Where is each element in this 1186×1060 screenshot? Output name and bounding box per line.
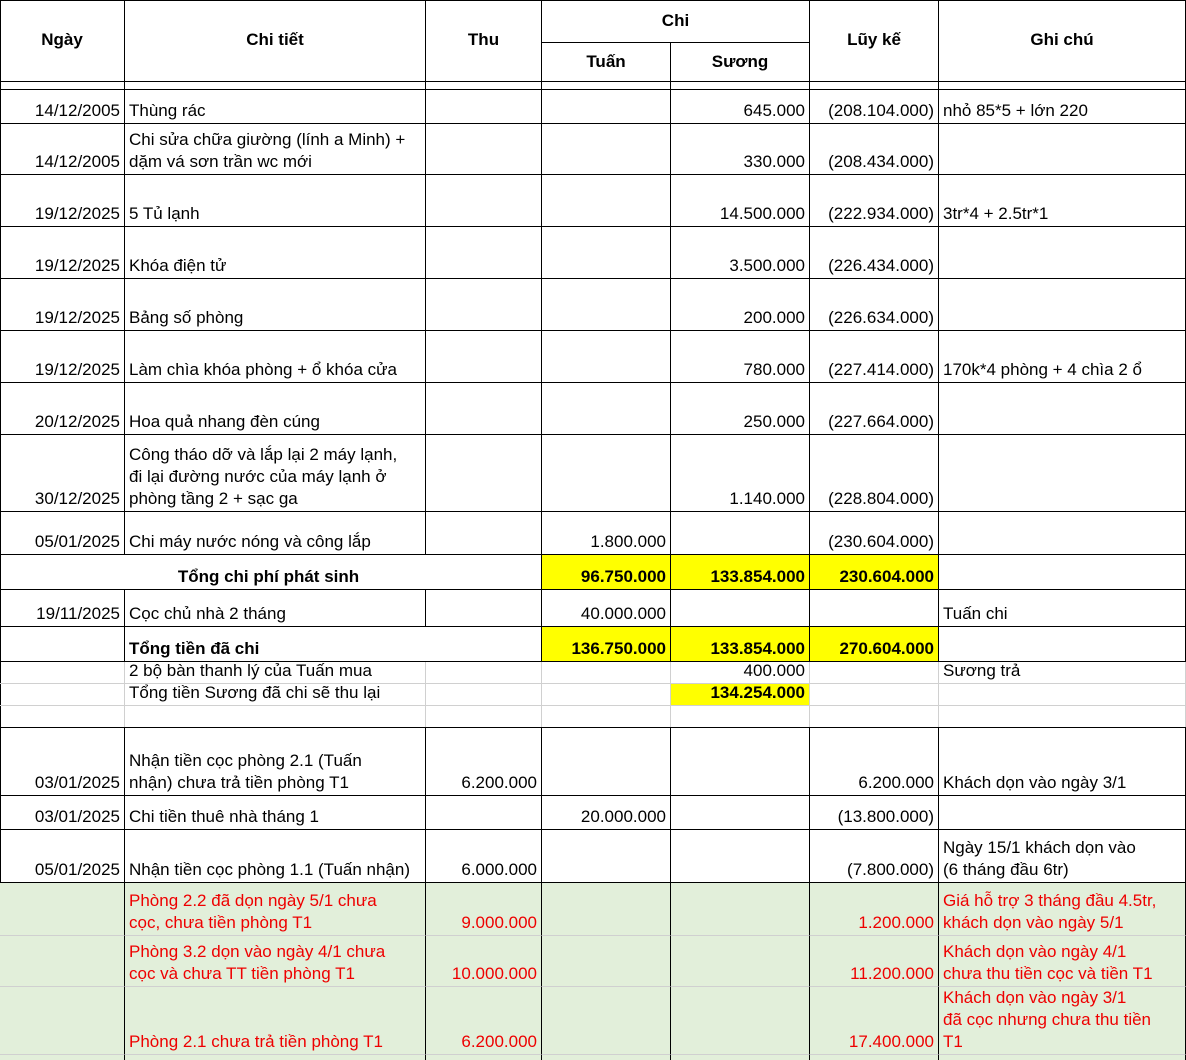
cell-ghi-chu[interactable]: 3tr*4 + 2.5tr*1 <box>939 175 1186 227</box>
cell-chi-tiet[interactable]: Phòng 3.2 dọn vào ngày 4/1 chưa cọc và chưa TT tiền phòng T1 <box>125 936 426 987</box>
cell-ngay[interactable]: 19/12/2025 <box>0 227 125 279</box>
cell-tuan[interactable] <box>542 124 671 175</box>
cell-ngay[interactable] <box>0 627 125 662</box>
cell-ngay[interactable]: 19/12/2025 <box>0 331 125 383</box>
cell-ghi-chu[interactable] <box>939 227 1186 279</box>
cell-ghi-chu[interactable]: 170k*4 phòng + 4 chìa 2 ổ <box>939 331 1186 383</box>
cell-chi-tiet[interactable]: 5 Tủ lạnh <box>125 175 426 227</box>
cell-tuan[interactable] <box>542 331 671 383</box>
cell-ghi-chu[interactable] <box>939 383 1186 435</box>
cell-suong[interactable]: 250.000 <box>671 383 810 435</box>
cell-chi-tiet[interactable]: Hoa quả nhang đèn cúng <box>125 383 426 435</box>
cell-thu[interactable] <box>426 383 542 435</box>
cell-suong[interactable]: 200.000 <box>671 279 810 331</box>
cell-suong[interactable] <box>671 728 810 796</box>
cell-ngay[interactable]: 30/12/2025 <box>0 435 125 512</box>
cell-thu[interactable]: 9.000.000 <box>426 883 542 936</box>
cell-ghi-chu[interactable] <box>939 627 1186 662</box>
cell-ghi-chu[interactable] <box>939 796 1186 830</box>
cell-suong[interactable] <box>671 796 810 830</box>
cell-partial[interactable] <box>671 82 810 90</box>
cell-thu[interactable] <box>426 684 542 706</box>
cell-thu[interactable] <box>426 662 542 684</box>
empty-cell[interactable] <box>939 706 1186 728</box>
cell-chi-tiet[interactable]: Công tháo dỡ và lắp lại 2 máy lạnh, đi lại đường nước của máy lạnh ở phòng tầng 2 + sạc ga <box>125 435 426 512</box>
cell-luy-ke[interactable]: (226.634.000) <box>810 279 939 331</box>
cell-suong[interactable] <box>671 512 810 555</box>
cell-partial[interactable] <box>0 82 125 90</box>
total-paid-tuan[interactable]: 136.750.000 <box>542 627 671 662</box>
cell-suong[interactable]: 400.000 <box>671 662 810 684</box>
header-suong[interactable]: Sương <box>671 43 810 82</box>
cell-ngay[interactable]: 14/12/2005 <box>0 124 125 175</box>
cell-tuan[interactable]: 20.000.000 <box>542 796 671 830</box>
total-label[interactable]: Tổng chi phí phát sinh <box>0 555 542 590</box>
cell-suong[interactable] <box>671 987 810 1055</box>
cell-chi-tiet[interactable]: 2 bộ bàn thanh lý của Tuấn mua <box>125 662 426 684</box>
cell-suong[interactable] <box>671 936 810 987</box>
cell-ghi-chu[interactable]: Khách dọn vào ngày 3/1 <box>939 728 1186 796</box>
cell-luy-ke[interactable]: 11.200.000 <box>810 936 939 987</box>
header-ngay[interactable]: Ngày <box>0 0 125 82</box>
cell-ghi-chu[interactable] <box>939 435 1186 512</box>
cell-chi-tiet[interactable]: Nhận tiền cọc phòng 2.1 (Tuấn nhận) chưa trả tiền phòng T1 <box>125 728 426 796</box>
cell-chi-tiet[interactable]: Cọc chủ nhà 2 tháng <box>125 590 426 627</box>
cell-chi-tiet[interactable]: Làm chìa khóa phòng + ổ khóa cửa <box>125 331 426 383</box>
cell-luy-ke[interactable]: (227.664.000) <box>810 383 939 435</box>
cell-ghi-chu[interactable] <box>939 684 1186 706</box>
total-luy-ke[interactable]: 230.604.000 <box>810 555 939 590</box>
header-chi-tiet[interactable]: Chi tiết <box>125 0 426 82</box>
cell-ghi-chu[interactable]: Giá hỗ trợ 3 tháng đầu 4.5tr, khách dọn vào ngày 5/1 <box>939 883 1186 936</box>
cell-thu[interactable] <box>426 279 542 331</box>
cell-tuan[interactable] <box>542 227 671 279</box>
cell-thu[interactable] <box>426 435 542 512</box>
cell-ghi-chu[interactable]: Ngày 15/1 khách dọn vào (6 tháng đầu 6tr) <box>939 830 1186 883</box>
cell-tuan[interactable] <box>542 435 671 512</box>
total-paid-label[interactable]: Tổng tiền đã chi <box>125 627 542 662</box>
cell-tuan[interactable] <box>542 175 671 227</box>
cell-luy-ke[interactable]: (226.434.000) <box>810 227 939 279</box>
cell-tuan[interactable] <box>542 936 671 987</box>
cell-thu[interactable] <box>426 124 542 175</box>
total-paid-luy-ke[interactable]: 270.604.000 <box>810 627 939 662</box>
cell-luy-ke[interactable]: (228.804.000) <box>810 435 939 512</box>
cell-partial[interactable] <box>810 82 939 90</box>
cell-suong[interactable] <box>671 590 810 627</box>
cell-ghi-chu[interactable]: Tuấn chi <box>939 590 1186 627</box>
cell-luy-ke[interactable]: (222.934.000) <box>810 175 939 227</box>
cell-thu[interactable]: 10.000.000 <box>426 936 542 987</box>
cell-chi-tiet[interactable]: Thùng rác <box>125 90 426 124</box>
cell-tuan[interactable] <box>542 883 671 936</box>
cell-ngay[interactable] <box>0 662 125 684</box>
cell-partial[interactable] <box>939 82 1186 90</box>
cell-tuan[interactable] <box>542 728 671 796</box>
empty-cell[interactable] <box>125 706 426 728</box>
cell-chi-tiet[interactable]: Chi máy nước nóng và công lắp <box>125 512 426 555</box>
cell-partial[interactable] <box>125 1055 426 1060</box>
cell-ngay[interactable]: 05/01/2025 <box>0 830 125 883</box>
cell-thu[interactable] <box>426 175 542 227</box>
cell-ngay[interactable]: 03/01/2025 <box>0 796 125 830</box>
cell-chi-tiet[interactable]: Bảng số phòng <box>125 279 426 331</box>
cell-ngay[interactable]: 20/12/2025 <box>0 383 125 435</box>
cell-chi-tiet[interactable]: Phòng 2.2 đã dọn ngày 5/1 chưa cọc, chưa tiền phòng T1 <box>125 883 426 936</box>
cell-tuan[interactable] <box>542 662 671 684</box>
cell-partial[interactable] <box>671 1055 810 1060</box>
header-tuan[interactable]: Tuấn <box>542 43 671 82</box>
cell-ngay[interactable] <box>0 987 125 1055</box>
cell-partial[interactable] <box>939 1055 1186 1060</box>
cell-partial[interactable] <box>125 82 426 90</box>
cell-ngay[interactable]: 14/12/2005 <box>0 90 125 124</box>
cell-ngay[interactable]: 19/11/2025 <box>0 590 125 627</box>
cell-tuan[interactable]: 1.800.000 <box>542 512 671 555</box>
cell-suong[interactable]: 1.140.000 <box>671 435 810 512</box>
cell-partial[interactable] <box>426 82 542 90</box>
cell-tuan[interactable] <box>542 279 671 331</box>
cell-suong[interactable]: 330.000 <box>671 124 810 175</box>
cell-chi-tiet[interactable]: Phòng 2.1 chưa trả tiền phòng T1 <box>125 987 426 1055</box>
cell-luy-ke[interactable]: (7.800.000) <box>810 830 939 883</box>
total-suong[interactable]: 133.854.000 <box>671 555 810 590</box>
cell-luy-ke[interactable]: (208.434.000) <box>810 124 939 175</box>
cell-luy-ke[interactable] <box>810 590 939 627</box>
cell-ghi-chu[interactable]: Khách dọn vào ngày 3/1 đã cọc nhưng chưa thu tiền T1 <box>939 987 1186 1055</box>
cell-chi-tiet[interactable]: Nhận tiền cọc phòng 1.1 (Tuấn nhận) <box>125 830 426 883</box>
cell-suong[interactable]: 645.000 <box>671 90 810 124</box>
cell-luy-ke[interactable] <box>810 684 939 706</box>
cell-partial[interactable] <box>542 82 671 90</box>
header-thu[interactable]: Thu <box>426 0 542 82</box>
cell-ngay[interactable] <box>0 684 125 706</box>
cell-luy-ke[interactable]: (230.604.000) <box>810 512 939 555</box>
suong-refund-total[interactable]: 134.254.000 <box>671 684 810 706</box>
cell-partial[interactable] <box>426 1055 542 1060</box>
cell-thu[interactable]: 6.200.000 <box>426 987 542 1055</box>
cell-luy-ke[interactable]: 6.200.000 <box>810 728 939 796</box>
cell-tuan[interactable] <box>542 90 671 124</box>
cell-suong[interactable] <box>671 830 810 883</box>
cell-ghi-chu[interactable] <box>939 124 1186 175</box>
cell-luy-ke[interactable]: (208.104.000) <box>810 90 939 124</box>
cell-tuan[interactable] <box>542 383 671 435</box>
cell-luy-ke[interactable]: 17.400.000 <box>810 987 939 1055</box>
cell-ngay[interactable]: 05/01/2025 <box>0 512 125 555</box>
cell-ghi-chu[interactable] <box>939 279 1186 331</box>
cell-thu[interactable] <box>426 90 542 124</box>
empty-cell[interactable] <box>671 706 810 728</box>
empty-cell[interactable] <box>426 706 542 728</box>
cell-partial[interactable] <box>542 1055 671 1060</box>
total-tuan[interactable]: 96.750.000 <box>542 555 671 590</box>
cell-ghi-chu[interactable] <box>939 555 1186 590</box>
cell-thu[interactable] <box>426 227 542 279</box>
cell-partial[interactable] <box>810 1055 939 1060</box>
cell-tuan[interactable] <box>542 987 671 1055</box>
cell-thu[interactable]: 6.000.000 <box>426 830 542 883</box>
cell-ghi-chu[interactable]: Khách dọn vào ngày 4/1 chưa thu tiền cọc và tiền T1 <box>939 936 1186 987</box>
empty-cell[interactable] <box>0 706 125 728</box>
cell-thu[interactable]: 6.200.000 <box>426 728 542 796</box>
cell-partial[interactable] <box>0 1055 125 1060</box>
cell-thu[interactable] <box>426 590 542 627</box>
cell-luy-ke[interactable] <box>810 662 939 684</box>
cell-thu[interactable] <box>426 796 542 830</box>
cell-luy-ke[interactable]: 1.200.000 <box>810 883 939 936</box>
cell-chi-tiet[interactable]: Tổng tiền Sương đã chi sẽ thu lại <box>125 684 426 706</box>
empty-cell[interactable] <box>542 706 671 728</box>
cell-suong[interactable]: 14.500.000 <box>671 175 810 227</box>
header-luy-ke[interactable]: Lũy kế <box>810 0 939 82</box>
cell-tuan[interactable] <box>542 830 671 883</box>
cell-suong[interactable] <box>671 883 810 936</box>
cell-chi-tiet[interactable]: Chi tiền thuê nhà tháng 1 <box>125 796 426 830</box>
header-ghi-chu[interactable]: Ghi chú <box>939 0 1186 82</box>
header-chi[interactable]: Chi <box>542 0 810 43</box>
cell-suong[interactable]: 780.000 <box>671 331 810 383</box>
cell-ghi-chu[interactable] <box>939 512 1186 555</box>
cell-thu[interactable] <box>426 331 542 383</box>
cell-luy-ke[interactable]: (227.414.000) <box>810 331 939 383</box>
cell-tuan[interactable]: 40.000.000 <box>542 590 671 627</box>
cell-chi-tiet[interactable]: Chi sửa chữa giường (lính a Minh) + dặm vá sơn trần wc mới <box>125 124 426 175</box>
cell-chi-tiet[interactable]: Khóa điện tử <box>125 227 426 279</box>
empty-cell[interactable] <box>810 706 939 728</box>
total-paid-suong[interactable]: 133.854.000 <box>671 627 810 662</box>
cell-ngay[interactable]: 03/01/2025 <box>0 728 125 796</box>
cell-suong[interactable]: 3.500.000 <box>671 227 810 279</box>
cell-ngay[interactable] <box>0 883 125 936</box>
cell-luy-ke[interactable]: (13.800.000) <box>810 796 939 830</box>
cell-tuan[interactable] <box>542 684 671 706</box>
cell-ghi-chu[interactable]: Sương trả <box>939 662 1186 684</box>
cell-ghi-chu[interactable]: nhỏ 85*5 + lớn 220 <box>939 90 1186 124</box>
cell-ngay[interactable]: 19/12/2025 <box>0 279 125 331</box>
cell-ngay[interactable] <box>0 936 125 987</box>
cell-thu[interactable] <box>426 512 542 555</box>
cell-ngay[interactable]: 19/12/2025 <box>0 175 125 227</box>
